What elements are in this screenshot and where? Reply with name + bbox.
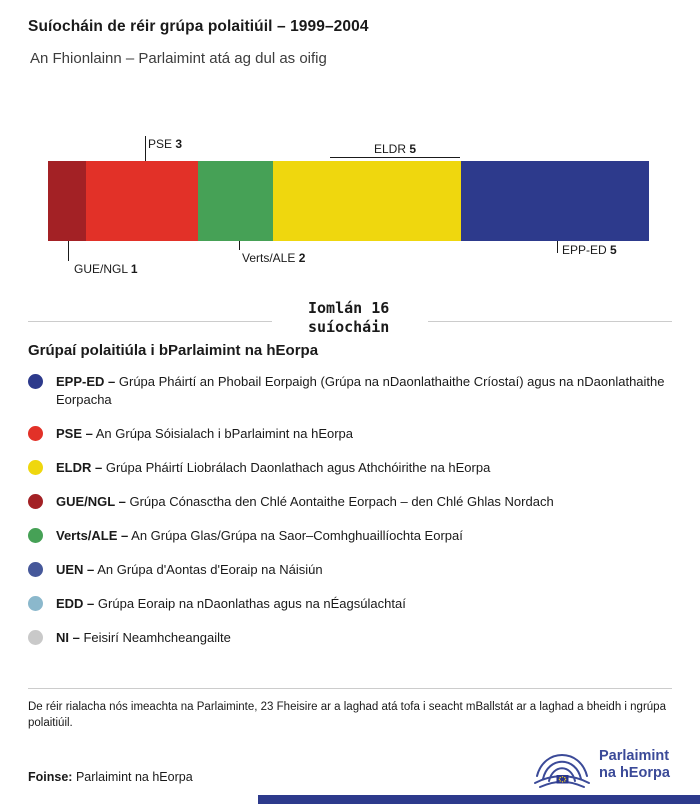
leader-line-epp-ed [557, 241, 558, 253]
bar-label-epp-ed-seats: 5 [610, 243, 617, 257]
legend-item-text [56, 561, 323, 579]
group-desc: Grúpa Pháirtí Liobrálach Daonlathach agus Athchóirithe na hEorpa [105, 460, 491, 475]
legend-item-text [56, 425, 353, 443]
page-title: Suíocháin de réir grúpa polaitiúil – 1999–2004 [28, 18, 369, 35]
bar-label-pse-name: PSE [148, 137, 173, 151]
footnote: De réir rialacha nós imeachta na Parlaiminte, 23 Fheisire ar a laghad atá tofa i seacht mBallstát ar a laghad a bheidh i ngrúpa polaitiúil. [28, 701, 666, 729]
group-code: ELDR – [56, 460, 103, 475]
legend-item-edd [28, 595, 674, 613]
pse-color-dot [28, 426, 43, 441]
bar-label-pse-seats: 3 [175, 137, 183, 151]
legend-item-ni [28, 629, 674, 647]
legend-item-verts-ale [28, 527, 674, 545]
group-code: Verts/ALE – [56, 528, 129, 543]
legend-item-text [56, 459, 490, 477]
total-seats-label [308, 299, 389, 337]
bar-label-pse [148, 137, 182, 151]
legend-item-gue-ngl [28, 493, 674, 511]
bar-label-verts-ale-seats: 2 [298, 251, 306, 265]
gue-ngl-color-dot [28, 494, 43, 509]
group-desc: An Grúpa d'Aontas d'Eoraip na Náisiún [97, 562, 323, 577]
ep-logo-text-line2: na hEorpa [599, 765, 670, 781]
uen-color-dot [28, 562, 43, 577]
page-subtitle: An Fhionlainn – Parlaimint atá ag dul as oifig [30, 50, 327, 67]
leader-line-pse [145, 136, 146, 161]
bar-label-eldr-name: ELDR [373, 142, 406, 156]
bar-segment-verts-ale [198, 161, 273, 241]
verts-ale-color-dot [28, 528, 43, 543]
legend-item-text [56, 373, 674, 409]
legend-item-text [56, 629, 231, 647]
leader-line-gue-ngl [68, 241, 69, 261]
legend [28, 373, 674, 663]
group-desc: Feisirí Neamhcheangailte [83, 630, 231, 645]
bar-label-eldr [330, 142, 460, 156]
bar-label-epp-ed-name: EPP-ED [562, 243, 607, 257]
legend-item-text [56, 595, 406, 613]
group-code: PSE – [56, 426, 93, 441]
legend-item-eldr [28, 459, 674, 477]
source-text: Parlaimint na hEorpa [75, 770, 193, 784]
group-desc: Grúpa Pháirtí an Phobail Eorpaigh (Grúpa na nDaonlathaithe Críostaí) agus na nDaonlathaithe Eorpacha [56, 374, 665, 407]
ep-logo-text [599, 748, 670, 782]
legend-item-epp-ed [28, 373, 674, 409]
legend-item-pse [28, 425, 674, 443]
bottom-brand-bar [258, 795, 700, 804]
bar-label-gue-ngl-seats: 1 [130, 262, 138, 276]
bar-segment-epp-ed [461, 161, 649, 241]
total-divider-right [428, 321, 672, 322]
bar-label-epp-ed [562, 243, 617, 257]
ep-logo [532, 740, 670, 790]
group-code: UEN – [56, 562, 95, 577]
total-line1: Iomlán 16 [308, 299, 390, 317]
group-desc: An Grúpa Sóisialach i bParlaimint na hEorpa [95, 426, 354, 441]
source-label: Foinse: [28, 770, 73, 784]
source-line [28, 770, 193, 784]
bar-segment-gue-ngl [48, 161, 86, 241]
group-desc: Grúpa Eoraip na nDaonlathas agus na nÉagsúlachtaí [97, 596, 406, 611]
ep-logo-mark [532, 740, 592, 790]
group-code: GUE/NGL – [56, 494, 126, 509]
edd-color-dot [28, 596, 43, 611]
bar-label-gue-ngl [74, 262, 138, 276]
legend-item-text [56, 493, 554, 511]
legend-title: Grúpaí polaitiúla i bParlaimint na hEorpa [28, 342, 319, 359]
ni-color-dot [28, 630, 43, 645]
group-code: NI – [56, 630, 80, 645]
bar-label-gue-ngl-name: GUE/NGL [74, 262, 128, 276]
stacked-seat-bar [48, 161, 649, 241]
bar-segment-eldr [273, 161, 461, 241]
bar-label-eldr-seats: 5 [409, 142, 417, 156]
group-code: EPP-ED – [56, 374, 116, 389]
group-code: EDD – [56, 596, 95, 611]
group-desc: Grúpa Cónasctha den Chlé Aontaithe Eorpach – den Chlé Ghlas Nordach [129, 494, 554, 509]
epp-ed-color-dot [28, 374, 43, 389]
total-divider-left [28, 321, 272, 322]
eldr-color-dot [28, 460, 43, 475]
bar-segment-pse [86, 161, 199, 241]
bar-label-verts-ale [242, 251, 305, 265]
leader-line-verts-ale [239, 241, 240, 250]
group-desc: An Grúpa Glas/Grúpa na Saor–Comhghuaillíochta Eorpaí [131, 528, 463, 543]
legend-item-uen [28, 561, 674, 579]
total-line2: suíocháin [308, 318, 390, 336]
ep-logo-text-line1: Parlaimint [599, 748, 670, 764]
legend-item-text [56, 527, 463, 545]
footer-divider [28, 688, 672, 689]
bar-label-verts-ale-name: Verts/ALE [242, 251, 296, 265]
leader-line-eldr [330, 157, 460, 158]
